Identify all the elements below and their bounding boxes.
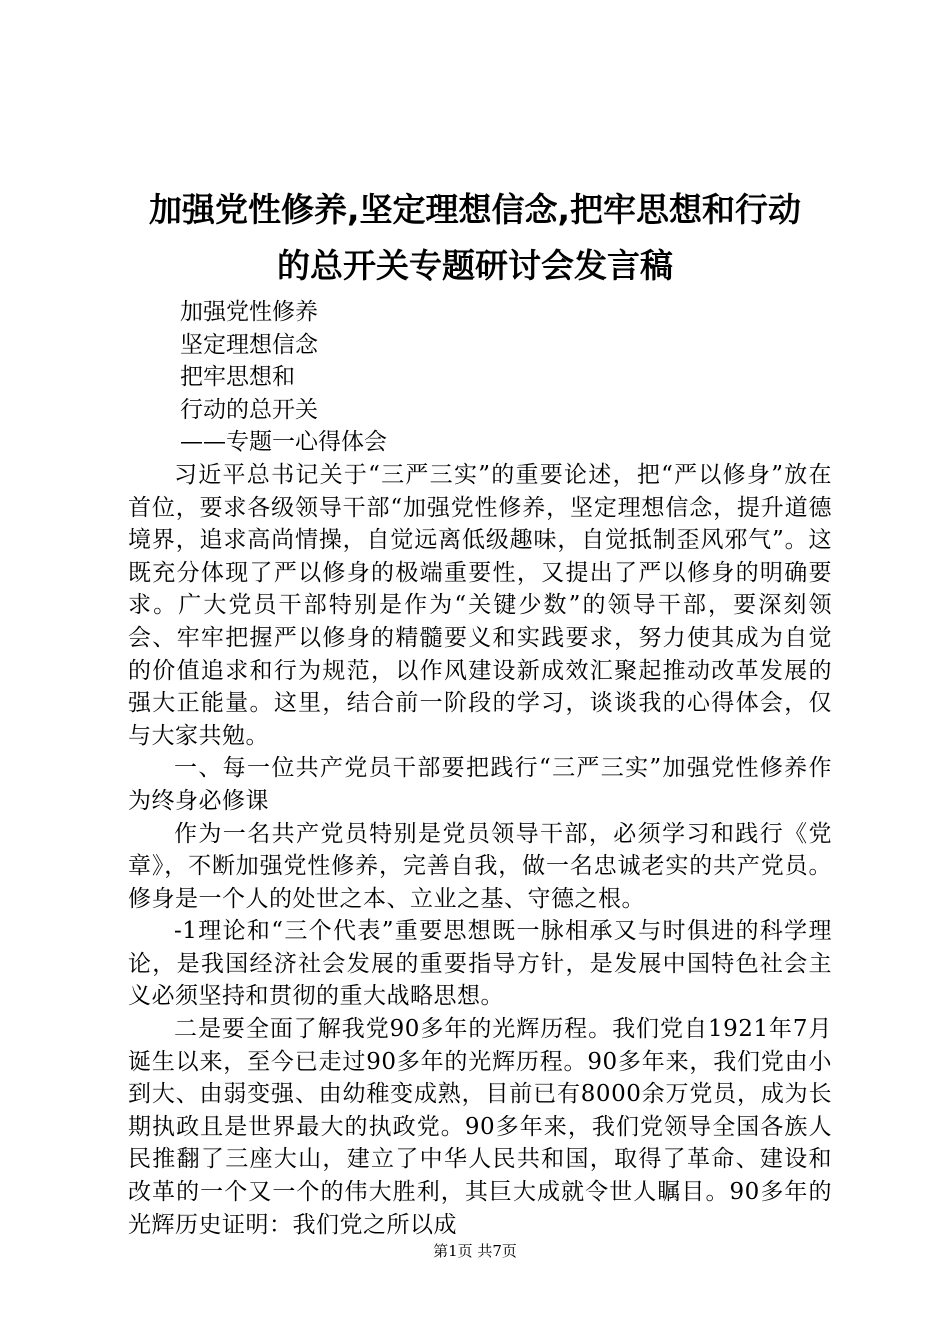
- title-line-2: 的总开关专题研讨会发言稿: [277, 246, 673, 285]
- paragraph-theory: -1理论和“三个代表”重要思想既一脉相承又与时俱进的科学理论，是我国经济社会发展的重要指导方针，是发展中国特色社会主义必须坚持和贯彻的重大战略思想。: [128, 918, 832, 1010]
- subheading-5: ——专题一心得体会: [180, 429, 387, 456]
- paragraph-intro: 习近平总书记关于“三严三实”的重要论述，把“严以修身”放在首位，要求各级领导干部“加强党性修养，坚定理想信念，提升道德境界，追求高尚情操，自觉远离低级趣味，自觉抵制歪风邪气”。这既充分体现了严以修身的极端重要性，又提出了严以修身的明确要求。广大党员干部特别是作为“关键少数”的领导干部，要深刻领会、牢牢把握严以修身的精髓要义和实践要求，努力使其成为自觉的价值追求和行为规范，以作风建设新成效汇聚起推动改革发展的强大正能量。这里，结合前一阶段的学习，谈谈我的心得体会，仅与大家共勉。: [128, 461, 832, 749]
- page-footer: 第1页 共7页: [433, 1242, 517, 1260]
- title-line-1: 加强党性修养,坚定理想信念,把牢思想和行动: [148, 190, 802, 229]
- subheading-2: 坚定理想信念: [180, 331, 318, 358]
- paragraph-party-member: 作为一名共产党员特别是党员领导干部，必须学习和践行《党章》，不断加强党性修养，完善自我，做一名忠诚老实的共产党员。修身是一个人的处世之本、立业之基、守德之根。: [128, 820, 832, 912]
- paragraph-history: 二是要全面了解我党90多年的光辉历程。我们党自1921年7月诞生以来，至今已走过90多年的光辉历程。90多年来，我们党由小到大、由弱变强、由幼稚变成熟，目前已有8000余万党员，成为长期执政且是世界最大的执政党。90多年来，我们党领导全国各族人民推翻了三座大山，建立了中华人民共和国，取得了革命、建设和改革的一个又一个的伟大胜利，其巨大成就令世人瞩目。90多年的光辉历史证明：我们党之所以成: [128, 1016, 832, 1238]
- document-body: [128, 296, 832, 1241]
- subheading-1: 加强党性修养: [180, 299, 318, 325]
- section-heading-1: 一、每一位共产党员干部要把践行“三严三实”加强党性修养作为终身必修课: [128, 755, 832, 814]
- subheading-4: 行动的总开关: [180, 396, 318, 423]
- document-title: [110, 182, 840, 294]
- subheading-3: 把牢思想和: [180, 364, 295, 391]
